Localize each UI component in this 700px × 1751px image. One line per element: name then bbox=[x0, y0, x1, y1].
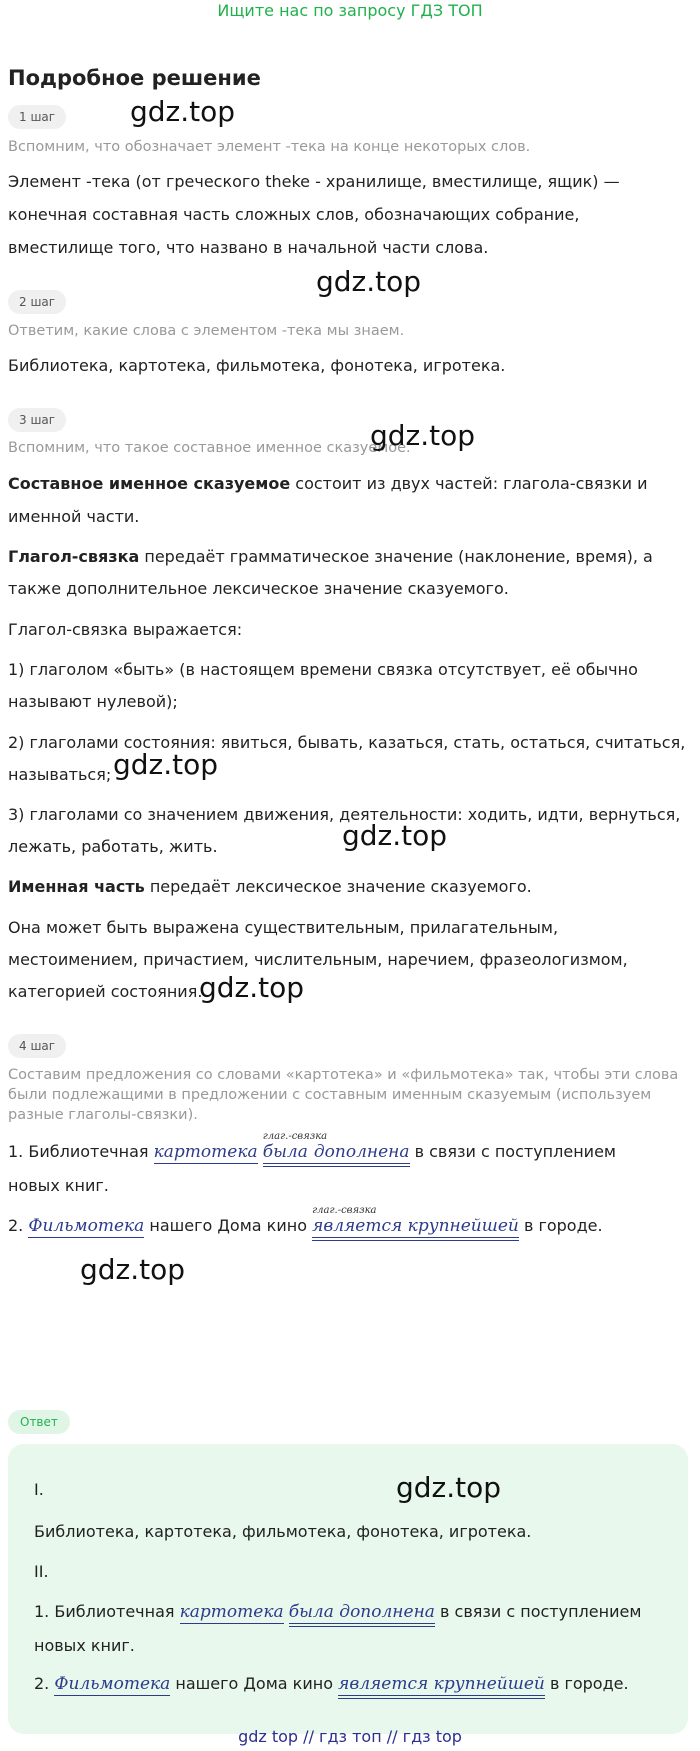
predicate-underline: является крупнейшей bbox=[338, 1673, 545, 1699]
answer-roman-2: II. bbox=[34, 1562, 49, 1581]
watermark: gdz.top bbox=[370, 419, 476, 452]
footer-link-gdz-top-mixed[interactable]: гдз top bbox=[402, 1727, 462, 1746]
step-3-p5-line-1: 2) глаголами состояния: явиться, бывать, казаться, стать, остаться, считаться, bbox=[8, 733, 686, 752]
step-2-badge: 2 шаг bbox=[8, 290, 66, 314]
step-4-hint-line-2: были подлежащими в предложении с составным именным сказуемым (используем bbox=[8, 1087, 652, 1103]
answer-box bbox=[8, 1444, 688, 1734]
footer-link-gdz-top[interactable]: gdz top bbox=[238, 1727, 299, 1746]
step-3-p7: Именная часть передаёт лексическое значение сказуемого. bbox=[8, 877, 532, 896]
subject-underline: картотека bbox=[153, 1142, 258, 1162]
watermark: gdz.top bbox=[113, 748, 219, 781]
predicate-underline: глаг.-связка была дополнена bbox=[263, 1141, 410, 1167]
subject-underline: Фильмотека bbox=[54, 1674, 171, 1694]
step-3-p4-line-1: 1) глаголом «быть» (в настоящем времени связка отсутствует, её обычно bbox=[8, 660, 638, 679]
search-banner: Ищите нас по запросу ГДЗ ТОП bbox=[217, 1, 483, 20]
answer-sentence-1-line-2: новых книг. bbox=[34, 1636, 135, 1655]
watermark: gdz.top bbox=[396, 1471, 502, 1504]
watermark: gdz.top bbox=[316, 265, 422, 298]
link-verb-note: глаг.-связка bbox=[262, 1131, 328, 1142]
step-3-p8-line-3: категорией состояния. bbox=[8, 982, 203, 1001]
answer-sentence-1: 1. Библиотечная картотека была дополнена в связи с поступлением bbox=[34, 1594, 641, 1630]
step-3-p5-line-2: называться; bbox=[8, 765, 112, 784]
predicate-underline: глаг.-связка является крупнейшей bbox=[312, 1215, 519, 1241]
answer-roman-1: I. bbox=[34, 1480, 44, 1499]
step-3-p2-line-1: Глагол-связка передаёт грамматическое значение (наклонение, время), а bbox=[8, 547, 653, 566]
step-4-sentence-1: 1. Библиотечная картотека глаг.-связка была дополнена в связи с поступлением bbox=[8, 1134, 616, 1170]
subject-underline: Фильмотека bbox=[28, 1216, 145, 1236]
predicate-underline: была дополнена bbox=[289, 1601, 435, 1627]
step-3-p6-line-2: лежать, работать, жить. bbox=[8, 837, 218, 856]
step-4-hint-line-3: разные глаголы-связки). bbox=[8, 1107, 198, 1123]
page-title: Подробное решение bbox=[8, 66, 261, 90]
step-3-p1-line-2: именной части. bbox=[8, 507, 140, 526]
step-3-p4-line-2: называют нулевой); bbox=[8, 692, 178, 711]
step-4-sentence-1-line-2: новых книг. bbox=[8, 1176, 109, 1195]
footer-links bbox=[0, 1726, 700, 1748]
footer-link-gdz-top-ru[interactable]: гдз топ bbox=[319, 1727, 382, 1746]
term-compound-predicate: Составное именное сказуемое bbox=[8, 474, 291, 493]
step-1-line-3: вместилище того, что названо в начальной части слова. bbox=[8, 238, 489, 257]
step-3-p3: Глагол-связка выражается: bbox=[8, 620, 243, 639]
link-verb-note: глаг.-связка bbox=[312, 1205, 377, 1216]
step-1-line-1: Элемент -тека (от греческого theke - хранилище, вместилище, ящик) — bbox=[8, 172, 620, 191]
answer-badge: Ответ bbox=[8, 1410, 70, 1434]
step-3-p2-line-2: также дополнительное лексическое значение сказуемого. bbox=[8, 579, 509, 598]
step-3-p6-line-1: 3) глаголами со значением движения, деятельности: ходить, идти, вернуться, bbox=[8, 805, 681, 824]
answer-list: Библиотека, картотека, фильмотека, фонотека, игротека. bbox=[34, 1522, 532, 1541]
step-1-line-2: конечная составная часть сложных слов, обозначающих собрание, bbox=[8, 205, 580, 224]
step-4-hint-line-1: Составим предложения со словами «картотека» и «фильмотека» так, чтобы эти слова bbox=[8, 1067, 679, 1083]
step-2-answer: Библиотека, картотека, фильмотека, фонотека, игротека. bbox=[8, 356, 506, 375]
watermark: gdz.top bbox=[199, 971, 305, 1004]
step-1-hint: Вспомним, что обозначает элемент -тека на конце некоторых слов. bbox=[8, 139, 531, 155]
watermark: gdz.top bbox=[80, 1253, 186, 1286]
term-nominal-part: Именная часть bbox=[8, 877, 145, 896]
step-1-badge: 1 шаг bbox=[8, 105, 66, 129]
term-link-verb: Глагол-связка bbox=[8, 547, 140, 566]
watermark: gdz.top bbox=[130, 95, 236, 128]
step-3-badge: 3 шаг bbox=[8, 408, 66, 432]
step-4-badge: 4 шаг bbox=[8, 1034, 66, 1058]
footer-separator: // bbox=[303, 1727, 314, 1746]
footer-separator: // bbox=[386, 1727, 398, 1746]
step-3-p8-line-2: местоимением, причастием, числительным, наречием, фразеологизмом, bbox=[8, 950, 628, 969]
subject-underline: картотека bbox=[179, 1602, 284, 1622]
watermark: gdz.top bbox=[342, 819, 448, 852]
step-3-p1-line-1: Составное именное сказуемое состоит из двух частей: глагола-связки и bbox=[8, 474, 648, 493]
step-3-hint: Вспомним, что такое составное именное сказуемое. bbox=[8, 440, 411, 456]
step-3-p8-line-1: Она может быть выражена существительным, прилагательным, bbox=[8, 918, 559, 937]
step-2-hint: Ответим, какие слова с элементом -тека мы знаем. bbox=[8, 323, 405, 339]
step-4-sentence-2: 2. Фильмотека нашего Дома кино глаг.-связка является крупнейшей в городе. bbox=[8, 1208, 603, 1244]
answer-sentence-2: 2. Фильмотека нашего Дома кино является крупнейшей в городе. bbox=[34, 1666, 629, 1702]
